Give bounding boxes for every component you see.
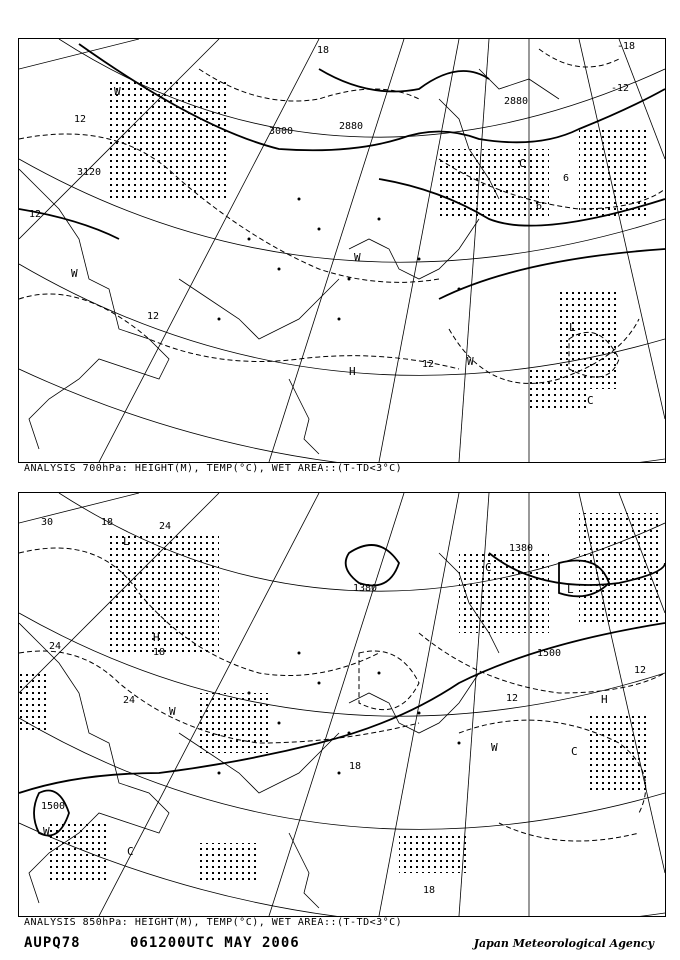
temp-label: 6 xyxy=(563,173,570,184)
temp-label: 6 xyxy=(536,201,543,212)
temp-label: 30 xyxy=(41,517,54,528)
temp-label: 12 xyxy=(422,359,435,370)
map-700hpa-canvas xyxy=(19,39,665,462)
wet-area xyxy=(19,513,659,883)
temp-label: 18 xyxy=(423,885,436,896)
panel-caption-700hpa: ANALYSIS 700hPa: HEIGHT(M), TEMP(°C), WET AREA::(T-TD<3°C) xyxy=(24,463,403,474)
center-marker: C xyxy=(587,394,594,407)
center-marker: C xyxy=(571,745,578,758)
map-850hpa-canvas xyxy=(19,493,665,916)
temp-label: 18 xyxy=(349,761,362,772)
temp-label: 18 xyxy=(317,45,330,56)
center-marker: C xyxy=(519,157,526,170)
temp-label: 12 xyxy=(74,114,87,125)
height-label: 1500 xyxy=(41,801,66,812)
center-marker: W xyxy=(354,251,361,264)
center-marker: W xyxy=(467,355,474,368)
center-marker: H xyxy=(153,631,160,644)
center-marker: H xyxy=(601,693,608,706)
center-marker: W xyxy=(43,825,50,838)
center-marker: H xyxy=(349,365,356,378)
temp-label: 12 xyxy=(506,693,519,704)
center-marker: W xyxy=(71,267,78,280)
temp-label: 24 xyxy=(123,695,136,706)
map-panel-700hpa xyxy=(18,38,666,463)
temp-label: 12 xyxy=(634,665,647,676)
height-label: 2880 xyxy=(339,121,364,132)
center-marker: L xyxy=(123,535,130,548)
height-label: 1380 xyxy=(353,583,378,594)
center-marker: C xyxy=(485,561,492,574)
center-marker: W xyxy=(491,741,498,754)
center-marker: W xyxy=(114,85,121,98)
height-label: 3000 xyxy=(269,126,294,137)
panel-caption-850hpa: ANALYSIS 850hPa: HEIGHT(M), TEMP(°C), WET AREA::(T-TD<3°C) xyxy=(24,917,403,928)
station-plots xyxy=(218,198,461,321)
height-label: 1380 xyxy=(509,543,534,554)
height-label: 1500 xyxy=(537,648,562,659)
temp-label: 12 xyxy=(29,209,42,220)
map-panel-850hpa xyxy=(18,492,666,917)
center-marker: C xyxy=(127,845,134,858)
height-label: 3120 xyxy=(77,167,102,178)
height-label: 2880 xyxy=(504,96,529,107)
center-marker: L xyxy=(569,321,576,334)
center-marker: L xyxy=(567,583,574,596)
center-marker: W xyxy=(169,705,176,718)
valid-time: 061200UTC MAY 2006 xyxy=(130,935,300,951)
product-id: AUPQ78 xyxy=(24,935,81,951)
temp-label: 24 xyxy=(159,521,172,532)
temp-label: 18 xyxy=(153,647,166,658)
temp-label: -12 xyxy=(611,83,630,94)
temp-label: 18 xyxy=(101,517,114,528)
agency-credit: Japan Meteorological Agency xyxy=(473,937,654,950)
temp-label: 24 xyxy=(49,641,62,652)
temp-label: 12 xyxy=(147,311,160,322)
temp-label: -18 xyxy=(617,41,636,52)
